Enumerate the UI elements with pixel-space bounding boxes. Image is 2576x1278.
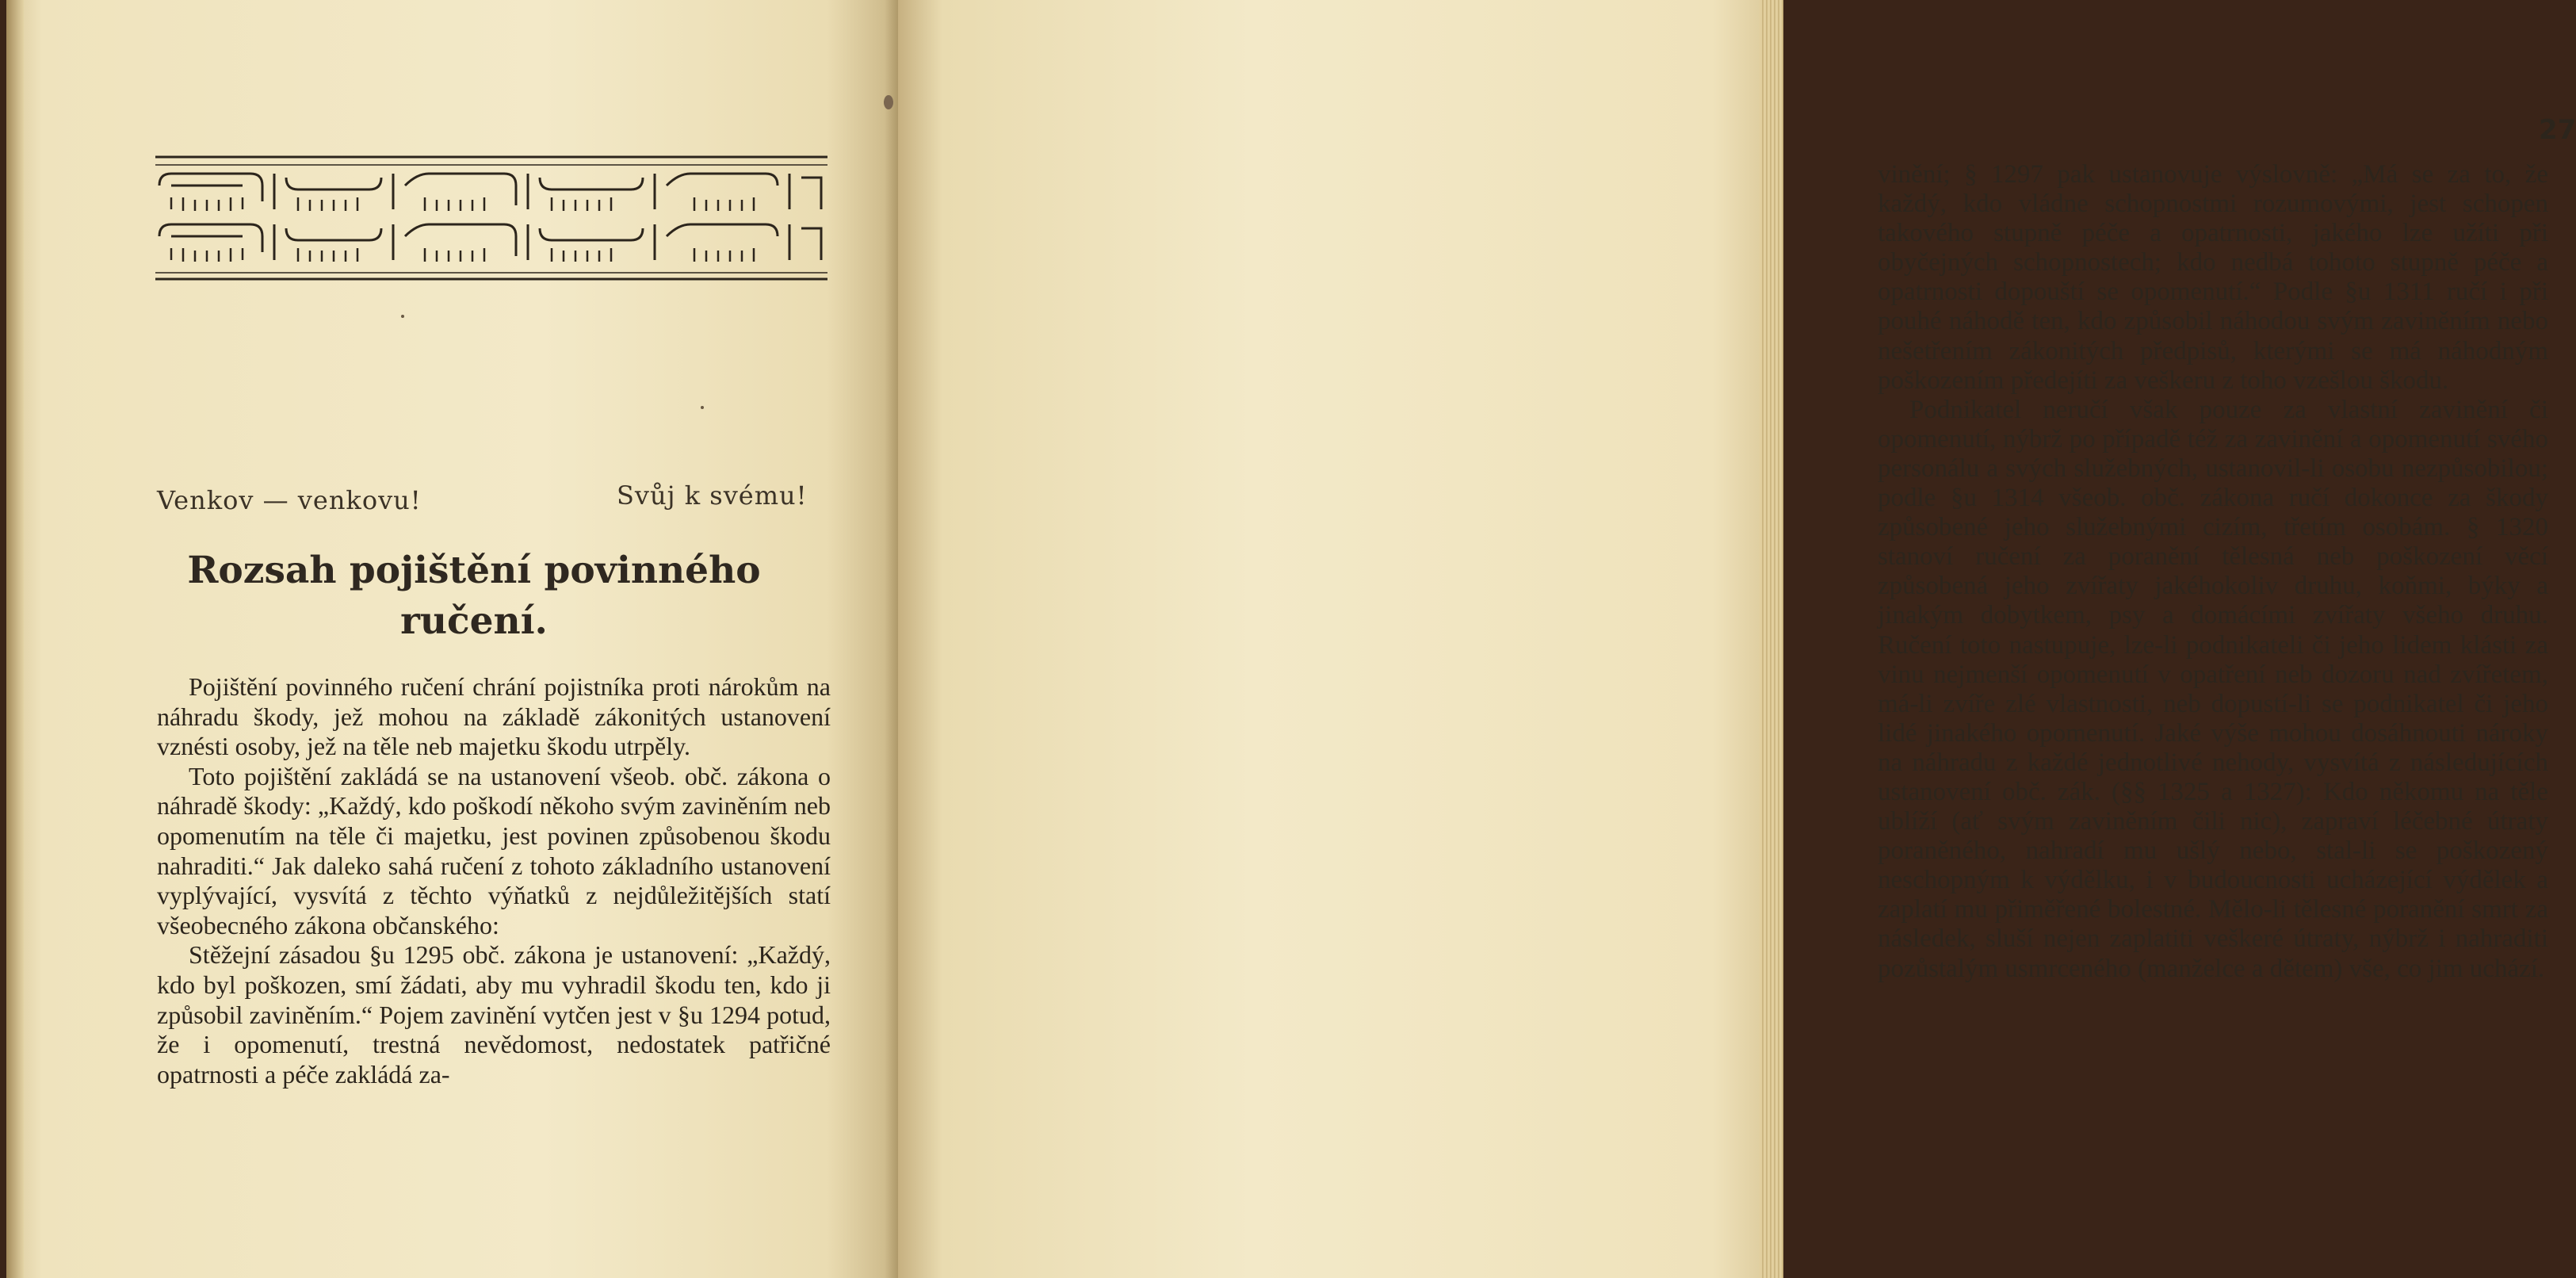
paragraph: Pojištění povinného ručení chrání pojistníka proti nárokům na náhradu škody, jež mohou na základě zákonitých ustanovení vznésti osoby, jež na těle neb majetku škodu utrpěly.: [157, 672, 831, 761]
right-body-text: [1878, 160, 2548, 984]
paragraph: Podnikatel neručí však pouze za vlastní zavinění či opomenutí, nýbrž po případě též za zavinění a opomenutí svého personálu a svých služebných, ustanovil-li osobu nezpůsobilou; podle §u 1314 všeob. obč. zákona ručí dokonce za škody způsobené jeho služebnými cizím, třetím osobám. § 1320 stanoví ručení za poranění tělesná neb poškození věcí způsobená jeho zvířaty jakéhokoliv druhu, koňmi, býky a jinakým dobytkem, psy a domácími zvířaty všeho druhu. Ručení toto nastupuje, lze-li podnikateli či jeho lidem klásti za vinu nejmenší opomenutí v opatření neb dozoru nad zvířetem, má-li zvíře zlé vlastnosti, neb dopustí-li se podnikatel či jeho lidé jinakého opomenutí. Jaké výše mohou dosáhnouti nároky na náhradu z každé jednotlivé nehody, vysvítá z následujících ustanovení obč. zák. (§§ 1325 a 1327): Kdo někomu na těle ublíží (ať svým zaviněním čili nic), zapraví léčebné útraty poraněného, nahradí mu ušlý nebo, stal-li se poškozený neschopným k výdělku, i v budoucnosti ucházející výdělek a zaplatí mu přiměřené bolestné. Mělo-li tělesné poranění smrt za následek, sluší nejen zaplatiti veškeré útraty, nýbrž i nahraditi pozůstalým usmrceného (manželce a dětem) vše, co jim uchází.: [1878, 395, 2548, 983]
ink-speck: [401, 315, 404, 318]
right-page: [898, 0, 2576, 1278]
paragraph: Stěžejní zásadou §u 1295 obč. zákona je ustanovení: „Každý, kdo byl poškozen, smí žádati, aby mu vyhradil škodu ten, kdo ji způsobil zaviněním.“ Pojem zavinění vytčen jest v §u 1294 potud, že i opomenutí, trestná nevědomost, nedostatek patřičné opatrnosti a péče zakládá za-: [157, 940, 831, 1089]
book-spread: [6, 0, 2576, 1278]
page-number: 27: [2539, 114, 2576, 146]
ink-speck: [701, 406, 704, 409]
decorative-ornament-band: [155, 154, 827, 281]
left-body-text: [157, 672, 831, 1089]
left-page: [6, 0, 898, 1278]
paragraph: Toto pojištění zakládá se na ustanovení všeob. obč. zákona o náhradě škody: „Každý, kdo poškodí někoho svým zaviněním neb opomenutím na těle či majetku, jest povinen způsobenou škodu nahraditi.“ Jak daleko sahá ručení z tohoto základního ustanovení vyplývající, vysvítá z těchto výňatků z nejdůležitějších statí všeobecného zákona občanského:: [157, 761, 831, 939]
slogan-left: Venkov — venkovu!: [157, 485, 422, 515]
chapter-title: Rozsah pojištění povinného ručení.: [187, 549, 761, 643]
left-page-edge: [6, 0, 24, 1278]
right-page-edge: [1760, 0, 1783, 1278]
ink-speck: [884, 95, 893, 109]
slogan-right: Svůj k svému!: [617, 480, 808, 511]
paragraph: vinění; § 1297 pak ustanovuje výslovně: „Má se za to, že každý, kdo vládne schopnostmi rozumovými, jest schopen takového stupně péče a opatrnosti, jakého lze užíti při obyčejných schopnostech; kdo nedbá tohoto stupně péče a opatrnosti dopouští se opomenutí.“ Podle §u 1311 ručí i při pouhé náhodě ten, kdo způsobil náhodou svým zaviněním nebo nešetřením zákonitých předpisů, kterými se má náhodným poškozením předejíti za veškeru z toho vzešlou škodu.: [1878, 160, 2548, 395]
